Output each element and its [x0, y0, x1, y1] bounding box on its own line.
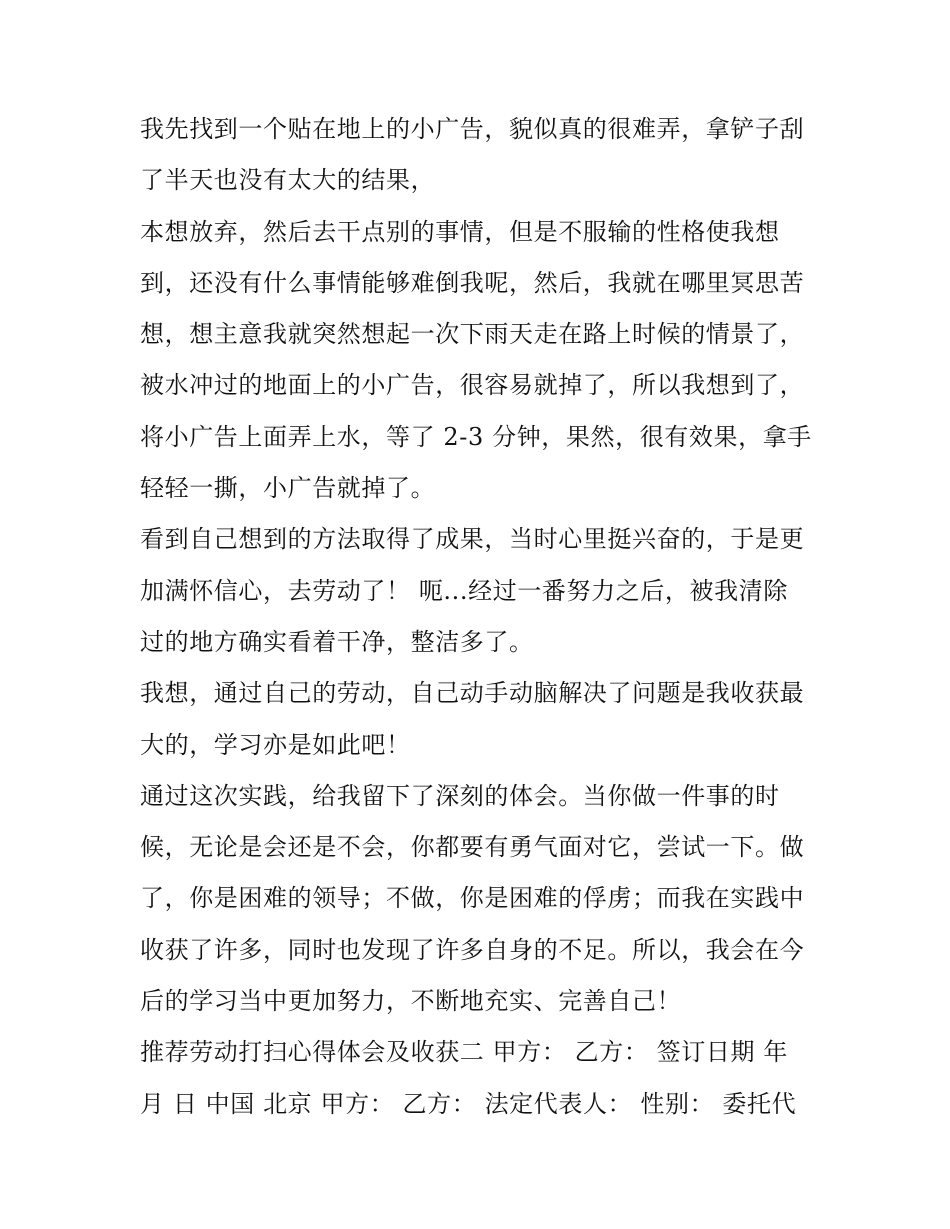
- document-body: [140, 104, 820, 1130]
- text-line: 通过这次实践，给我留下了深刻的体会。当你做一件事的时: [140, 781, 780, 810]
- text-line: 看到自己想到的方法取得了成果，当时心里挺兴奋的，于是更: [140, 525, 805, 554]
- text-line: 被水冲过的地面上的小广告，很容易就掉了，所以我想到了，: [140, 371, 805, 400]
- text-line: 我先找到一个贴在地上的小广告，貌似真的很难弄，拿铲子刮: [140, 115, 805, 143]
- text-line: 收获了许多，同时也发现了许多自身的不足。所以，我会在今: [140, 935, 805, 964]
- text-line: 将小广告上面弄上水，等了 2-3 分钟，果然，很有效果，拿手: [140, 422, 812, 451]
- text-line: 轻轻一撕，小广告就掉了。: [140, 474, 436, 503]
- text-line: 加满怀信心，去劳动了！ 呃...经过一番努力之后，被我清除: [140, 576, 788, 605]
- text-line: 想，想主意我就突然想起一次下雨天走在路上时候的情景了，: [140, 320, 805, 349]
- text-line: 推荐劳动打扫心得体会及收获二 甲方： 乙方： 签订日期 年: [140, 1038, 788, 1067]
- text-line: 到，还没有什么事情能够难倒我呢，然后，我就在哪里冥思苦: [140, 268, 805, 297]
- text-line: 我想，通过自己的劳动，自己动手动脑解决了问题是我收获最: [140, 679, 805, 708]
- text-line: 月 日 中国 北京 甲方： 乙方： 法定代表人： 性别： 委托代: [140, 1089, 797, 1118]
- text-line: 了，你是困难的领导；不做，你是困难的俘虏；而我在实践中: [140, 884, 805, 913]
- text-line: 过的地方确实看着干净，整洁多了。: [140, 627, 534, 656]
- text-line: 了半天也没有太大的结果，: [140, 166, 436, 195]
- text-line: 候，无论是会还是不会，你都要有勇气面对它，尝试一下。做: [140, 833, 805, 862]
- text-line: 本想放弃，然后去干点别的事情，但是不服输的性格使我想: [140, 217, 780, 246]
- text-line: 后的学习当中更加努力，不断地充实、完善自己！: [140, 987, 682, 1016]
- text-line: 大的，学习亦是如此吧！: [140, 730, 411, 759]
